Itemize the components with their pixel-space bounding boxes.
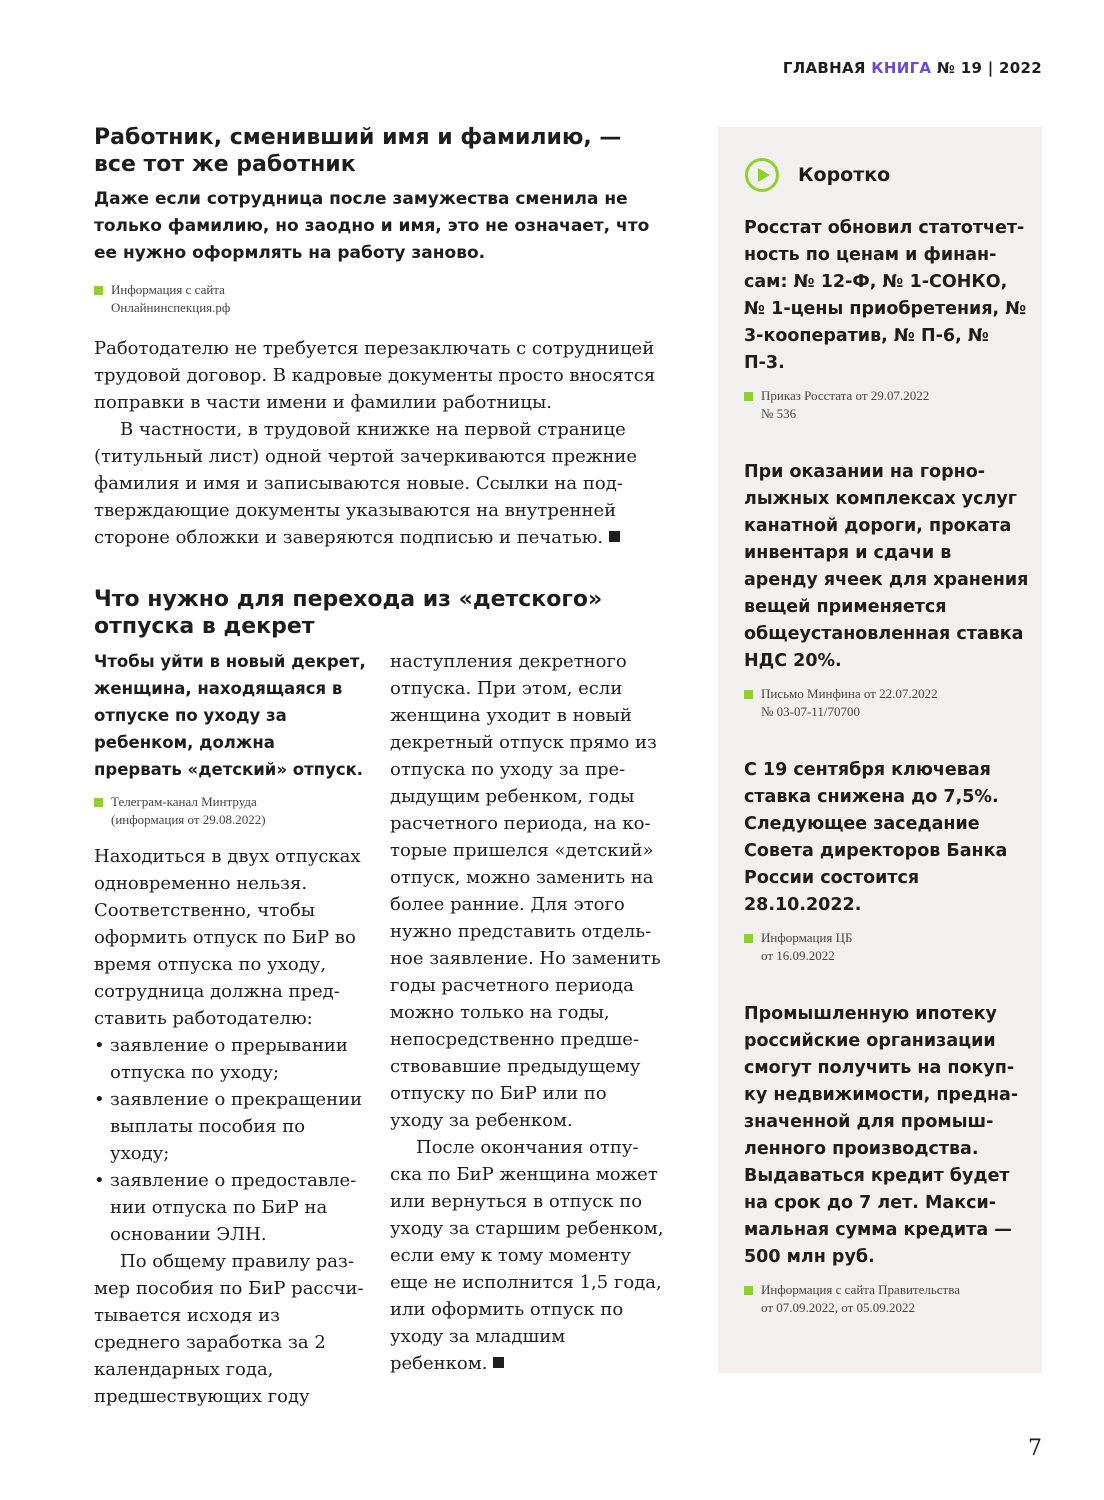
article2-paragraph-3: наступления декретного отпуска. При этом, если женщина уходит в новый декретный отпуск прямо из отпуска по уходу за предыдущим ребенком, годы расчетного периода, на которые пришелся «детский» отпуск, можно заменить на более ранние. Для этого нужно представить отдельное заявление. Но заменить годы расчетного периода можно только на годы, непосредственно предшествовавшие предыдущему отпуску по БиР или по уходу за ребенком. — [390, 651, 661, 1131]
brief-text: При оказании на горнолыжных комплексах услуг канатной дороги, проката инвентаря и сдачи в аренду ячеек для хранения вещей применяется общеустановленная ставка НДС 20%. — [744, 462, 1029, 671]
brief-text: С 19 сентября ключевая ставка снижена до 7,5%. Следующее заседание Совета директоров Банка России состоится 28.10.2022. — [744, 760, 1008, 915]
article-name-change — [94, 124, 664, 551]
article2-bullet-list — [94, 1032, 366, 1248]
article2-title: Что нужно для перехода из «детского» отпуска в декрет — [94, 587, 603, 639]
article-maternity-leave — [94, 586, 664, 640]
article1-paragraph-2: В частности, в трудовой книжке на первой странице (титульный лист) одной чертой зачеркиваются прежние фамилия и имя и записываются новые. Ссылки на подтверждающие документы указываются на внутренней стороне обложки и заверяются подписью и печатью. — [94, 419, 637, 548]
article2-source: Телеграм-канал Минтруда (информация от 29.08.2022) — [94, 793, 366, 829]
brief-item — [744, 215, 1030, 423]
sidebar-title: Коротко — [798, 164, 891, 186]
article1-lead: Даже если сотрудница после замужества сменила не только фамилию, но заодно и имя, это не означает, что ее нужно оформлять на работу заново. — [94, 189, 650, 263]
masthead-issue: № 19 | 2022 — [936, 59, 1042, 77]
brief-text: Росстат обновил статотчетность по ценам и финансам: № 12-Ф, № 1-СОНКО, № 1-цены приобретения, № 3-кооператив, № П-6, № П-3. — [744, 218, 1027, 373]
brief-item — [744, 757, 1030, 965]
article1-source: Информация с сайта Онлайнинспекция.рф — [94, 281, 664, 317]
masthead-title-accent: КНИГА — [871, 59, 932, 77]
article1-title: Работник, сменивший имя и фамилию, — все тот же работник — [94, 125, 622, 177]
article2-lead: Чтобы уйти в новый декрет, женщина, находящаяся в отпуске по уходу за ребенком, должна прервать «детский» отпуск. — [94, 652, 366, 779]
masthead-title: ГЛАВНАЯ — [782, 59, 866, 77]
sidebar-briefs — [718, 127, 1042, 1373]
article2-paragraph-2: По общему правилу размер пособия по БиР рассчитывается исходя из среднего заработка за 2 календарных года, предшествующих году — [94, 1251, 364, 1407]
brief-item — [744, 459, 1030, 721]
masthead — [783, 59, 1042, 77]
article1-paragraph-1: Работодателю не требуется перезаключать с сотрудницей трудовой договор. В кадровые документы просто вносятся поправки в части имени и фамилии работницы. — [94, 338, 656, 413]
list-item: • заявление о прекращении выплаты пособия по уходу; — [94, 1086, 366, 1167]
list-item: • заявление о предоставлении отпуска по БиР на основании ЭЛН. — [94, 1167, 366, 1248]
sidebar-header — [744, 157, 1030, 193]
brief-source: Информация с сайта Правительства от 07.09.2022, от 05.09.2022 — [744, 1281, 1030, 1317]
brief-source: Приказ Росстата от 29.07.2022 № 536 — [744, 387, 1030, 423]
brief-source: Письмо Минфина от 22.07.2022 № 03-07-11/70700 — [744, 685, 1030, 721]
end-mark-icon — [609, 531, 620, 542]
brief-item — [744, 1001, 1030, 1317]
brief-text: Промышленную ипотеку российские организации смогут получить на покупку недвижимости, предназначенной для промышленного производства. Выдаваться кредит будет на срок до 7 лет. Максимальная сумма кредита — 500 млн руб. — [744, 1004, 1019, 1267]
page-number: 7 — [1028, 1436, 1042, 1461]
play-icon — [744, 157, 780, 193]
article2-paragraph-4: После окончания отпуска по БиР женщина может или вернуться в отпуск по уходу за старшим ребенком, если ему к тому моменту еще не исполнится 1,5 года, или оформить отпуск по уходу за младшим ребенком. — [390, 1137, 664, 1374]
article2-paragraph-1: Находиться в двух отпусках одновременно нельзя. Соответственно, чтобы оформить отпуск по БиР во время отпуска по уходу, сотрудница должна представить работодателю: — [94, 846, 361, 1029]
article2-column-right — [390, 648, 664, 1377]
brief-source: Информация ЦБ от 16.09.2022 — [744, 929, 1030, 965]
article2-column-left — [94, 648, 366, 1410]
list-item: • заявление о прерывании отпуска по уходу; — [94, 1032, 366, 1086]
end-mark-icon — [493, 1357, 504, 1368]
